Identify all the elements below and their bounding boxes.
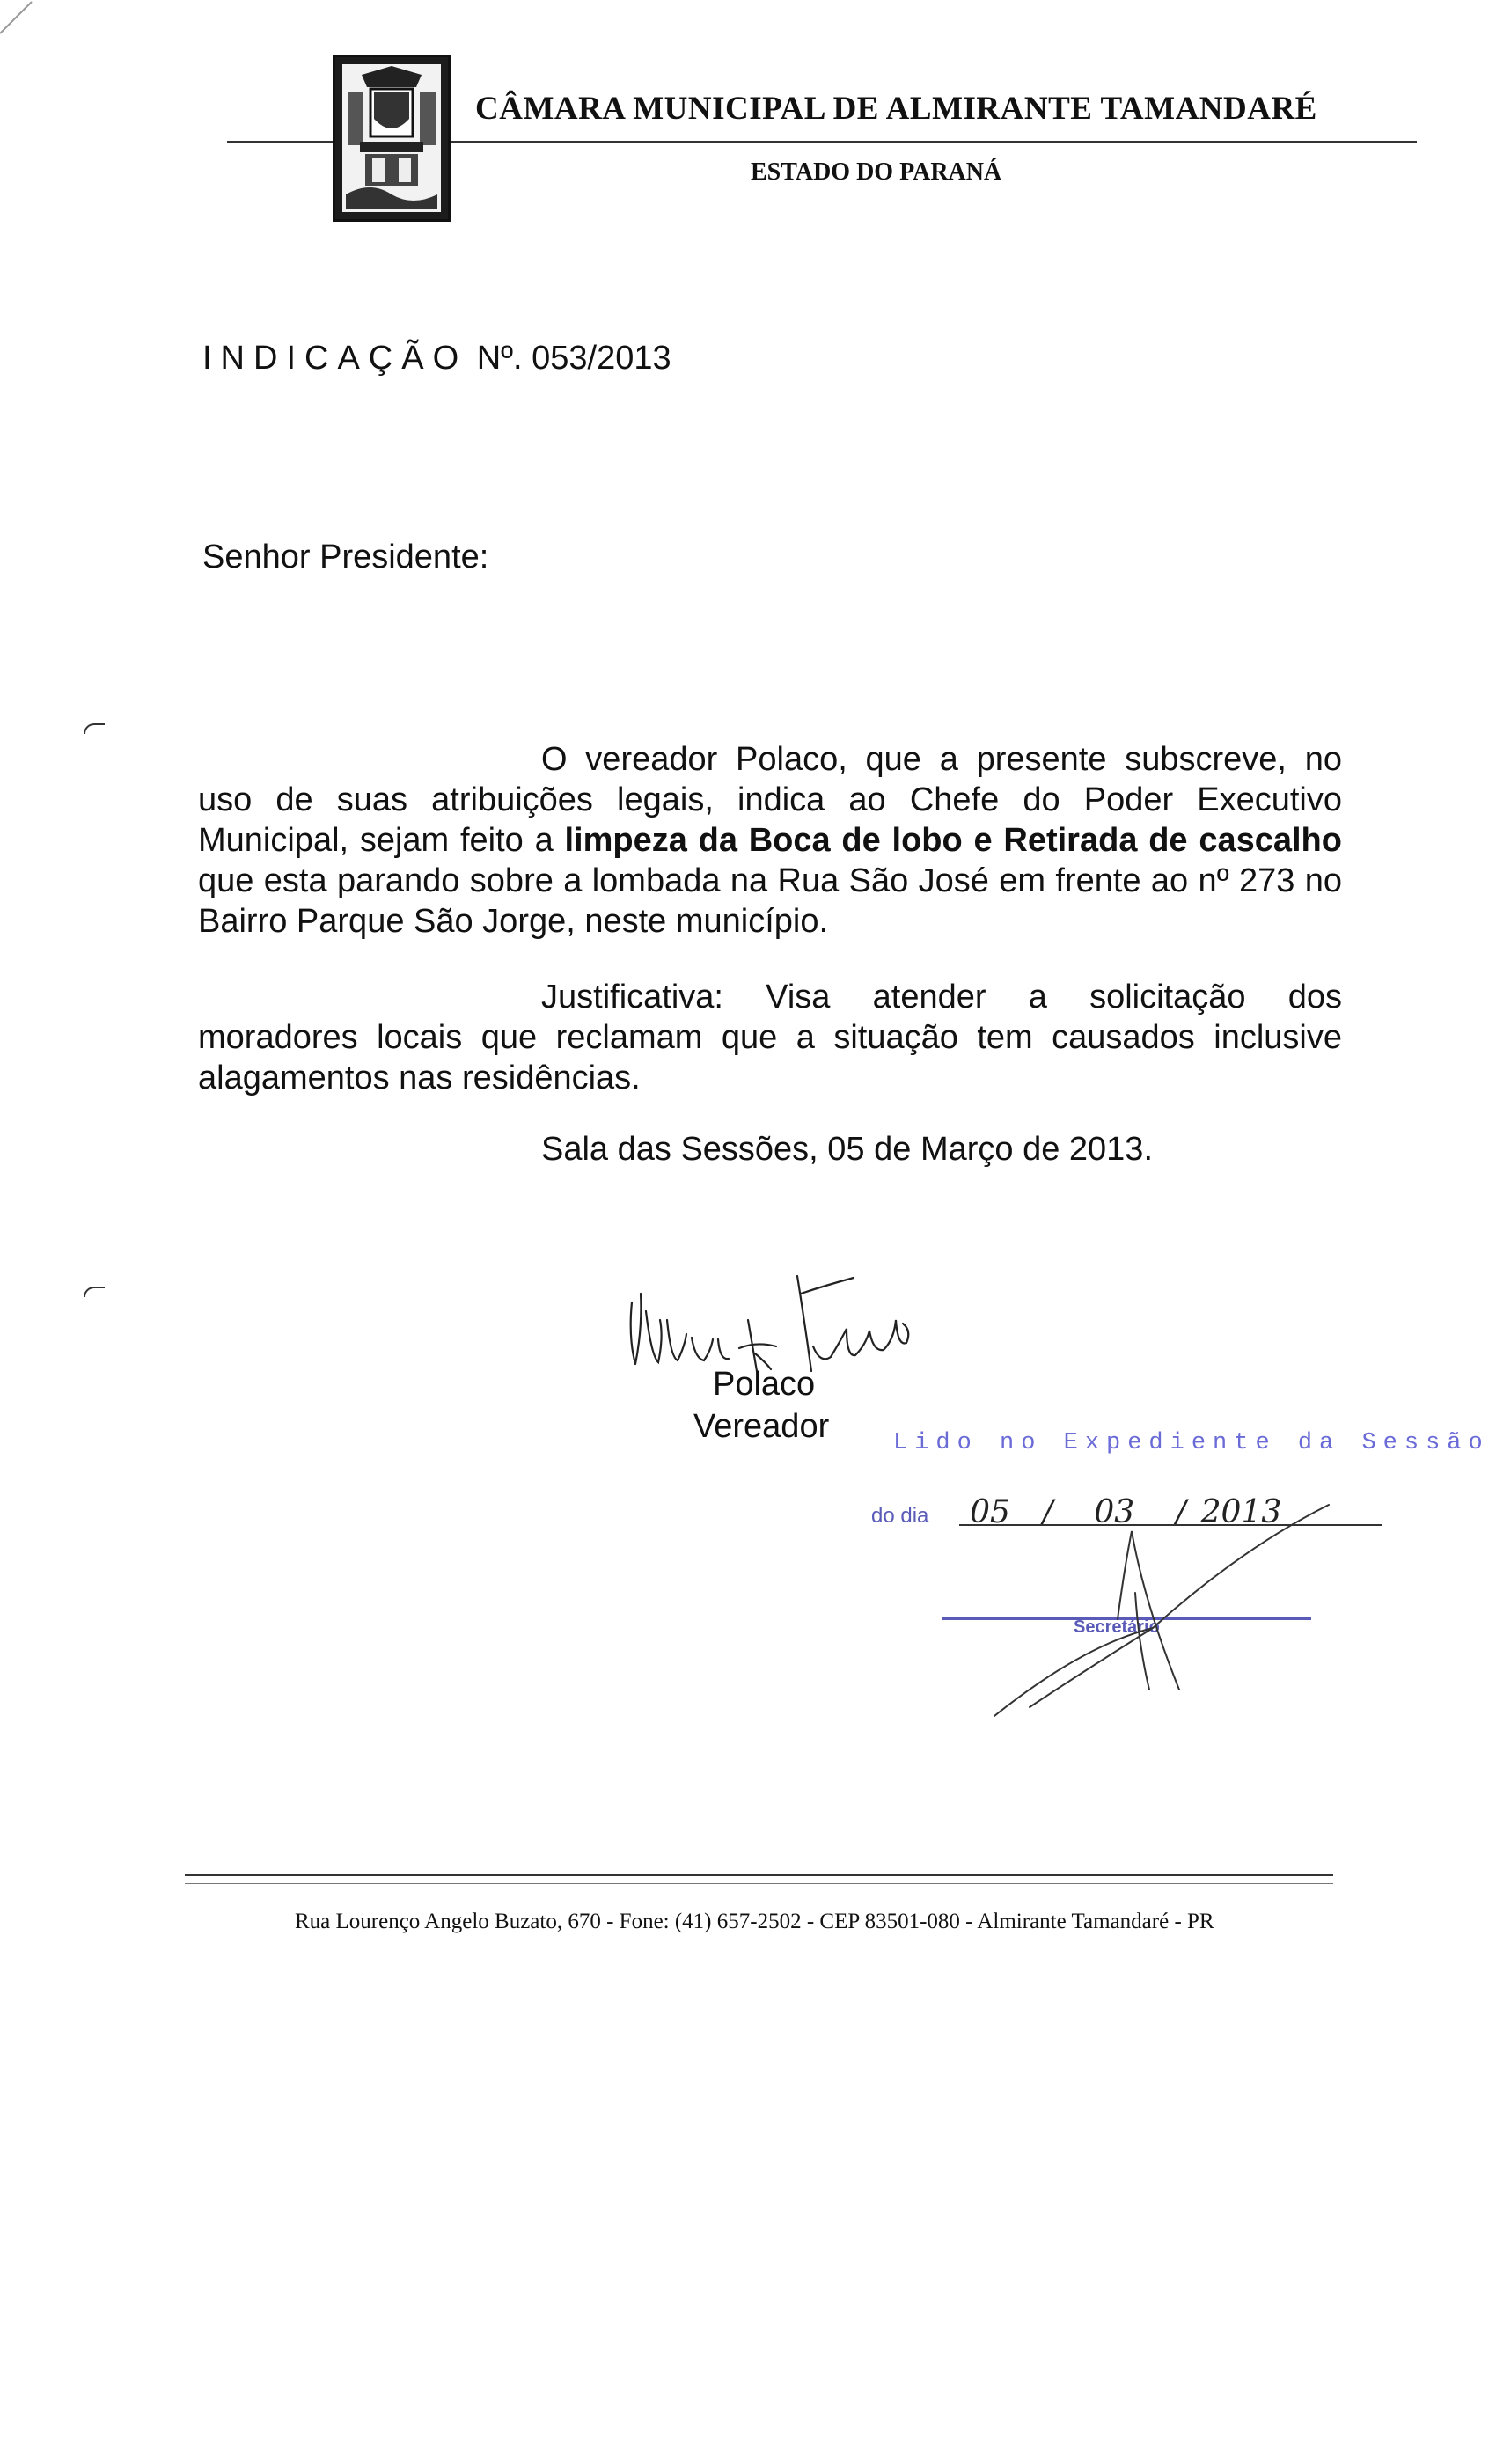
crest-logo [333,55,451,222]
paragraph-1-part1: O vereador Polaco, que a presente subscreve, no uso de suas atribuições legais, indica ao Chefe do Poder Executivo Municipal, sejam feito a [198,741,1342,859]
title-number: 053/2013 [532,340,671,377]
margin-mark-2 [84,1287,105,1297]
paragraph-2-text: Justificativa: Visa atender a solicitação dos moradores locais que reclamam que a situação tem causados inclusive alagamentos nas residências. [198,979,1342,1096]
stamp-signature [977,1496,1346,1725]
title-prefix: INDICAÇÃO [202,340,468,377]
title-number-label: Nº. [476,340,523,377]
stamp-line-1: Lido no Expediente da Sessão [893,1430,1490,1456]
footer-rule-2 [185,1883,1333,1884]
header-rule-left [227,141,333,143]
footer-rule-1 [185,1874,1333,1876]
header-rule-right [445,141,1417,143]
place-date: Sala das Sessões, 05 de Março de 2013. [541,1131,1154,1168]
stamp-sep-2: / [1175,1494,1186,1530]
org-state: ESTADO DO PARANÁ [751,158,1002,186]
stamp-role: Secretário [1074,1617,1160,1637]
stamp-year: 2013 [1200,1494,1282,1530]
stamp-sep-1: / [1042,1494,1053,1530]
stamp-month: 03 [1094,1494,1135,1530]
org-name: CÂMARA MUNICIPAL DE ALMIRANTE TAMANDARÉ [475,91,1317,127]
signer-role: Vereador [693,1408,830,1445]
signer-name: Polaco [713,1366,816,1403]
paragraph-justification [198,977,1342,1098]
salutation: Senhor Presidente: [202,539,489,576]
document-title [202,340,671,378]
paragraph-1-part2: que esta parando sobre a lombada na Rua São José em frente ao nº 273 no Bairro Parque São Jorge, neste município. [198,862,1342,940]
footer-address: Rua Lourenço Angelo Buzato, 670 - Fone: (41) 657-2502 - CEP 83501-080 - Almirante Tamandaré - PR [295,1910,1214,1933]
paragraph-indication [198,739,1342,942]
margin-mark-1 [84,723,105,734]
stamp-day: 05 [970,1494,1010,1530]
stamp-date-prefix: do dia [871,1504,929,1528]
corner-mark [0,0,35,35]
paragraph-1-bold: limpeza da Boca de lobo e Retirada de cascalho [564,822,1342,859]
